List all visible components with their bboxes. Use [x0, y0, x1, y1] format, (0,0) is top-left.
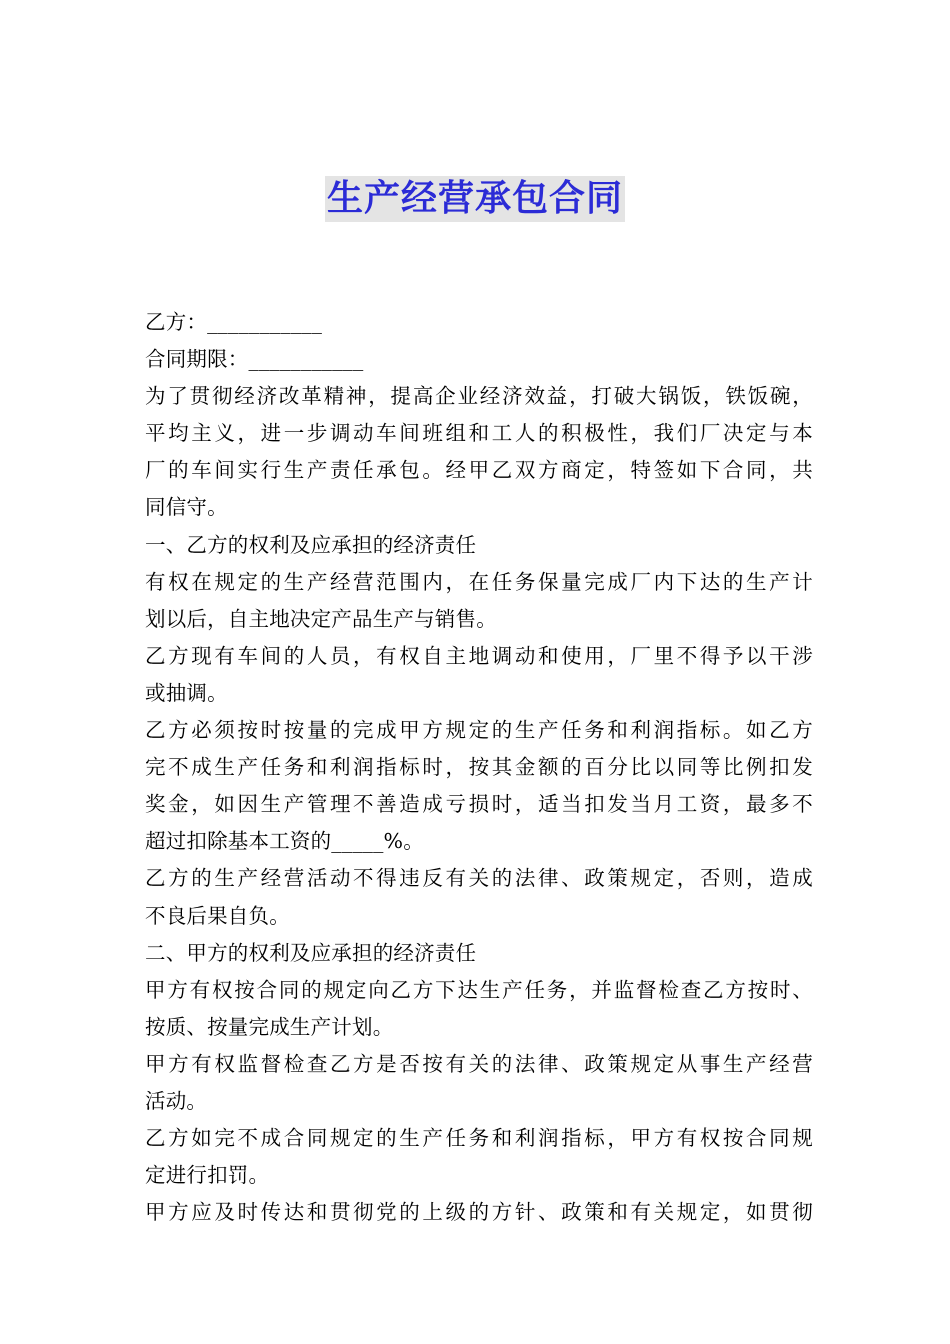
text-line: 同信守。 — [145, 495, 228, 520]
text-line: 定进行扣罚。 — [145, 1163, 270, 1188]
text-line: 乙方的生产经营活动不得违反有关的法律、政策规定，否则，造成 — [145, 866, 813, 891]
text-line: 厂的车间实行生产责任承包。经甲乙双方商定，特签如下合同，共 — [145, 458, 813, 483]
text-line: 甲方应及时传达和贯彻党的上级的方针、政策和有关规定，如贯彻 — [145, 1200, 813, 1225]
text-line: 奖金，如因生产管理不善造成亏损时，适当扣发当月工资，最多不 — [145, 792, 813, 817]
text-line: 合同期限：___________ — [145, 347, 364, 372]
text-line: 划以后，自主地决定产品生产与销售。 — [145, 606, 497, 631]
text-line: 完不成生产任务和利润指标时，按其金额的百分比以同等比例扣发 — [145, 755, 813, 780]
text-line: 活动。 — [145, 1088, 208, 1113]
text-line: 乙方必须按时按量的完成甲方规定的生产任务和利润指标。如乙方 — [145, 718, 813, 743]
text-line: 或抽调。 — [145, 680, 228, 705]
document-body — [145, 304, 813, 1231]
text-line: 超过扣除基本工资的_____%。 — [145, 829, 424, 854]
text-line: 平均主义，进一步调动车间班组和工人的积极性，我们厂决定与本 — [145, 421, 813, 446]
text-line: 一、乙方的权利及应承担的经济责任 — [145, 532, 477, 557]
text-line: 有权在规定的生产经营范围内，在任务保量完成厂内下达的生产计 — [145, 569, 813, 594]
text-line: 不良后果自负。 — [145, 903, 290, 928]
text-line: 乙方如完不成合同规定的生产任务和利润指标，甲方有权按合同规 — [145, 1126, 813, 1151]
title-container — [0, 176, 950, 222]
text-line: 按质、按量完成生产计划。 — [145, 1014, 394, 1039]
text-line: 甲方有权监督检查乙方是否按有关的法律、政策规定从事生产经营 — [145, 1051, 813, 1076]
text-line: 为了贯彻经济改革精神，提高企业经济效益，打破大锅饭，铁饭碗， — [145, 384, 813, 409]
document-title: 生产经营承包合同 — [325, 176, 625, 222]
text-line: 甲方有权按合同的规定向乙方下达生产任务，并监督检查乙方按时、 — [145, 977, 813, 1002]
text-line: 乙方：___________ — [145, 310, 323, 334]
text-line: 乙方现有车间的人员，有权自主地调动和使用，厂里不得予以干涉 — [145, 643, 813, 668]
text-line: 二、甲方的权利及应承担的经济责任 — [145, 940, 477, 965]
